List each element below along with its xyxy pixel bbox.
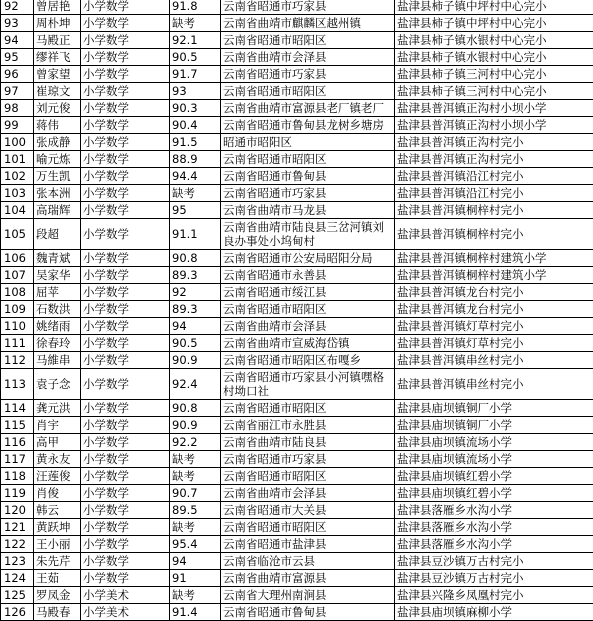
cell-assigned-school: 盐津县豆沙镇万古村完小 <box>395 553 593 570</box>
cell-assigned-school: 盐津县普洱镇桐梓村建筑小学 <box>395 250 593 267</box>
cell-number: 111 <box>1 335 34 352</box>
cell-number: 105 <box>1 219 34 250</box>
cell-score: 91.8 <box>170 0 221 15</box>
cell-assigned-school: 盐津县普洱镇灯草村完小 <box>395 318 593 335</box>
cell-subject: 小学数学 <box>81 451 170 468</box>
cell-score: 94 <box>170 318 221 335</box>
cell-name: 袁子念 <box>34 369 81 400</box>
cell-assigned-school: 盐津县庙坝镇铜厂小学 <box>395 400 593 417</box>
cell-origin: 云南省曲靖市麒麟区越州镇 <box>221 15 395 32</box>
cell-assigned-school: 盐津县柿子镇三河村中心完小 <box>395 66 593 83</box>
cell-subject: 小学数学 <box>81 301 170 318</box>
cell-assigned-school: 盐津县柿子镇中坪村中心完小 <box>395 0 593 15</box>
cell-assigned-school: 盐津县落雁乡水沟小学 <box>395 519 593 536</box>
cell-origin: 云南省曲靖市会泽县 <box>221 49 395 66</box>
cell-subject: 小学数学 <box>81 250 170 267</box>
cell-assigned-school: 盐津县庙坝镇铜厂小学 <box>395 417 593 434</box>
cell-score: 89.5 <box>170 502 221 519</box>
cell-assigned-school: 盐津县兴隆乡凤凰村完小 <box>395 587 593 604</box>
cell-assigned-school: 盐津县豆沙镇万古村完小 <box>395 570 593 587</box>
cell-number: 97 <box>1 83 34 100</box>
cell-score: 90.9 <box>170 417 221 434</box>
cell-number: 121 <box>1 519 34 536</box>
cell-assigned-school: 盐津县普洱镇串丝村完小 <box>395 352 593 369</box>
cell-origin: 云南省昭通市巧家县 <box>221 451 395 468</box>
table-row <box>1 335 593 352</box>
table-body <box>1 0 593 621</box>
cell-origin: 昭通市昭阳区 <box>221 134 395 151</box>
cell-assigned-school: 盐津县普洱镇沿江村完小 <box>395 185 593 202</box>
cell-score: 88.9 <box>170 151 221 168</box>
table-row <box>1 15 593 32</box>
cell-name: 曾家望 <box>34 66 81 83</box>
table-row <box>1 284 593 301</box>
cell-origin: 云南省昭通市巧家县 <box>221 185 395 202</box>
cell-subject: 小学数学 <box>81 318 170 335</box>
cell-name: 马殿正 <box>34 32 81 49</box>
cell-origin: 云南省曲靖市富源县 <box>221 570 395 587</box>
cell-name: 张本洲 <box>34 185 81 202</box>
cell-assigned-school: 盐津县普洱镇串丝村完小 <box>395 369 593 400</box>
cell-score: 89.3 <box>170 301 221 318</box>
table-row <box>1 587 593 604</box>
cell-subject: 小学美术 <box>81 604 170 621</box>
cell-score: 90.4 <box>170 117 221 134</box>
cell-origin: 云南省曲靖市陆良县 <box>221 434 395 451</box>
cell-origin: 云南省昭通市大关县 <box>221 502 395 519</box>
cell-assigned-school: 盐津县落雁乡水沟小学 <box>395 502 593 519</box>
cell-origin: 云南省昭通市鲁甸县 <box>221 168 395 185</box>
cell-number: 123 <box>1 553 34 570</box>
cell-score: 95.4 <box>170 536 221 553</box>
cell-subject: 小学数学 <box>81 519 170 536</box>
cell-number: 113 <box>1 369 34 400</box>
cell-name: 缪祥飞 <box>34 49 81 66</box>
cell-name: 黄跃坤 <box>34 519 81 536</box>
table-row <box>1 100 593 117</box>
cell-assigned-school: 盐津县落雁乡水沟小学 <box>395 536 593 553</box>
cell-origin: 云南省昭通市巧家县 <box>221 66 395 83</box>
cell-origin: 云南省昭通市绥江县 <box>221 284 395 301</box>
cell-assigned-school: 盐津县庙坝镇红碧小学 <box>395 485 593 502</box>
cell-subject: 小学数学 <box>81 468 170 485</box>
cell-subject: 小学数学 <box>81 100 170 117</box>
cell-number: 100 <box>1 134 34 151</box>
table-row <box>1 267 593 284</box>
cell-assigned-school: 盐津县庙坝镇麻柳小学 <box>395 604 593 621</box>
cell-number: 114 <box>1 400 34 417</box>
cell-name: 肖宇 <box>34 417 81 434</box>
cell-name: 徐春玲 <box>34 335 81 352</box>
cell-score: 91.7 <box>170 66 221 83</box>
cell-score: 90.3 <box>170 100 221 117</box>
cell-name: 汪莲俊 <box>34 468 81 485</box>
table-row <box>1 49 593 66</box>
table-row <box>1 32 593 49</box>
cell-number: 94 <box>1 32 34 49</box>
cell-assigned-school: 盐津县普洱镇龙台村完小 <box>395 284 593 301</box>
table-row <box>1 519 593 536</box>
cell-assigned-school: 盐津县普洱镇正沟村小坝小学 <box>395 100 593 117</box>
cell-assigned-school: 盐津县庙坝镇红碧小学 <box>395 468 593 485</box>
cell-origin: 云南省昭通市盐津县 <box>221 536 395 553</box>
table-row <box>1 219 593 250</box>
cell-subject: 小学数学 <box>81 66 170 83</box>
cell-subject: 小学数学 <box>81 369 170 400</box>
cell-name: 龚元洪 <box>34 400 81 417</box>
cell-number: 106 <box>1 250 34 267</box>
cell-origin: 云南省曲靖市马龙县 <box>221 202 395 219</box>
cell-origin: 云南省昭通市鲁甸县 <box>221 604 395 621</box>
cell-number: 96 <box>1 66 34 83</box>
table-row <box>1 318 593 335</box>
cell-score: 92.1 <box>170 32 221 49</box>
cell-subject: 小学美术 <box>81 587 170 604</box>
table-row <box>1 417 593 434</box>
cell-score: 缺考 <box>170 15 221 32</box>
table-row <box>1 553 593 570</box>
table-row <box>1 117 593 134</box>
table-row <box>1 434 593 451</box>
cell-number: 116 <box>1 434 34 451</box>
cell-name: 周朴坤 <box>34 15 81 32</box>
cell-name: 高甲 <box>34 434 81 451</box>
cell-origin: 云南省昭通市昭阳区 <box>221 32 395 49</box>
cell-subject: 小学数学 <box>81 553 170 570</box>
cell-score: 缺考 <box>170 451 221 468</box>
cell-subject: 小学数学 <box>81 117 170 134</box>
cell-score: 91.4 <box>170 604 221 621</box>
cell-subject: 小学数学 <box>81 352 170 369</box>
cell-subject: 小学数学 <box>81 134 170 151</box>
cell-assigned-school: 盐津县柿子镇中坪村中心完小 <box>395 15 593 32</box>
cell-subject: 小学数学 <box>81 434 170 451</box>
cell-score: 92 <box>170 284 221 301</box>
cell-number: 104 <box>1 202 34 219</box>
table-row <box>1 400 593 417</box>
cell-assigned-school: 盐津县柿子镇三河村中心完小 <box>395 83 593 100</box>
cell-score: 91.1 <box>170 219 221 250</box>
cell-assigned-school: 盐津县普洱镇桐梓村建筑小学 <box>395 267 593 284</box>
cell-subject: 小学数学 <box>81 168 170 185</box>
table-row <box>1 83 593 100</box>
cell-number: 108 <box>1 284 34 301</box>
cell-score: 95 <box>170 202 221 219</box>
cell-subject: 小学数学 <box>81 417 170 434</box>
cell-score: 91.5 <box>170 134 221 151</box>
cell-assigned-school: 盐津县柿子镇水银村中心完小 <box>395 49 593 66</box>
cell-assigned-school: 盐津县普洱镇沿江村完小 <box>395 168 593 185</box>
cell-origin: 云南省曲靖市宣威海岱镇 <box>221 335 395 352</box>
cell-number: 110 <box>1 318 34 335</box>
cell-name: 吴家华 <box>34 267 81 284</box>
cell-origin: 云南省昭通市昭阳区 <box>221 468 395 485</box>
cell-number: 126 <box>1 604 34 621</box>
cell-origin: 云南省曲靖市富源县老厂镇老厂 <box>221 100 395 117</box>
cell-subject: 小学数学 <box>81 536 170 553</box>
cell-name: 万生凯 <box>34 168 81 185</box>
table-row <box>1 168 593 185</box>
cell-assigned-school: 盐津县普洱镇正沟村完小 <box>395 151 593 168</box>
cell-origin: 云南省昭通市昭阳区 <box>221 301 395 318</box>
cell-origin: 云南省昭通市公安局昭阳分局 <box>221 250 395 267</box>
cell-subject: 小学数学 <box>81 400 170 417</box>
cell-name: 石数洪 <box>34 301 81 318</box>
cell-subject: 小学数学 <box>81 502 170 519</box>
cell-score: 91 <box>170 570 221 587</box>
cell-subject: 小学数学 <box>81 485 170 502</box>
cell-name: 喻元炼 <box>34 151 81 168</box>
cell-name: 王小丽 <box>34 536 81 553</box>
cell-number: 117 <box>1 451 34 468</box>
table-row <box>1 536 593 553</box>
table-row <box>1 485 593 502</box>
table-row <box>1 185 593 202</box>
table-row <box>1 352 593 369</box>
cell-origin: 云南省昭通市昭阳区 <box>221 519 395 536</box>
cell-name: 朱先芹 <box>34 553 81 570</box>
cell-subject: 小学数学 <box>81 335 170 352</box>
cell-number: 101 <box>1 151 34 168</box>
cell-subject: 小学数学 <box>81 0 170 15</box>
cell-assigned-school: 盐津县普洱镇正沟村小坝小学 <box>395 117 593 134</box>
cell-assigned-school: 盐津县普洱镇正沟村完小 <box>395 134 593 151</box>
cell-origin: 云南省昭通市昭阳区 <box>221 400 395 417</box>
cell-number: 120 <box>1 502 34 519</box>
cell-subject: 小学数学 <box>81 219 170 250</box>
cell-name: 张成静 <box>34 134 81 151</box>
cell-score: 缺考 <box>170 519 221 536</box>
cell-name: 肖俊 <box>34 485 81 502</box>
cell-origin: 云南省丽江市永胜县 <box>221 417 395 434</box>
cell-name: 罗凤金 <box>34 587 81 604</box>
table-row <box>1 301 593 318</box>
cell-name: 曾居艳 <box>34 0 81 15</box>
cell-score: 缺考 <box>170 185 221 202</box>
cell-number: 102 <box>1 168 34 185</box>
cell-score: 90.7 <box>170 485 221 502</box>
cell-number: 119 <box>1 485 34 502</box>
cell-name: 韩云 <box>34 502 81 519</box>
cell-name: 姚绪雨 <box>34 318 81 335</box>
cell-score: 90.9 <box>170 352 221 369</box>
cell-subject: 小学数学 <box>81 202 170 219</box>
cell-score: 89.3 <box>170 267 221 284</box>
table-row <box>1 369 593 400</box>
cell-number: 95 <box>1 49 34 66</box>
cell-assigned-school: 盐津县庙坝镇流场小学 <box>395 434 593 451</box>
cell-origin: 云南省临沧市云县 <box>221 553 395 570</box>
cell-name: 马維串 <box>34 352 81 369</box>
cell-origin: 云南省昭通市巧家县小河镇嘿格村坳口社 <box>221 369 395 400</box>
cell-number: 93 <box>1 15 34 32</box>
cell-number: 115 <box>1 417 34 434</box>
cell-name: 段超 <box>34 219 81 250</box>
cell-number: 112 <box>1 352 34 369</box>
table-row <box>1 250 593 267</box>
table-row <box>1 570 593 587</box>
table-row <box>1 0 593 15</box>
table-row <box>1 502 593 519</box>
cell-number: 107 <box>1 267 34 284</box>
cell-number: 122 <box>1 536 34 553</box>
cell-assigned-school: 盐津县柿子镇水银村中心完小 <box>395 32 593 49</box>
cell-score: 90.5 <box>170 335 221 352</box>
cell-score: 92.4 <box>170 369 221 400</box>
cell-name: 黄永友 <box>34 451 81 468</box>
cell-score: 92.2 <box>170 434 221 451</box>
cell-name: 刘元俊 <box>34 100 81 117</box>
cell-origin: 云南省昭通市昭阳区 <box>221 151 395 168</box>
cell-number: 92 <box>1 0 34 15</box>
cell-number: 125 <box>1 587 34 604</box>
cell-origin: 云南省昭通市永善县 <box>221 267 395 284</box>
cell-number: 124 <box>1 570 34 587</box>
cell-name: 高瑞辉 <box>34 202 81 219</box>
cell-score: 90.5 <box>170 49 221 66</box>
cell-assigned-school: 盐津县普洱镇灯草村完小 <box>395 335 593 352</box>
cell-assigned-school: 盐津县普洱镇桐梓村完小 <box>395 219 593 250</box>
cell-subject: 小学数学 <box>81 570 170 587</box>
cell-subject: 小学数学 <box>81 83 170 100</box>
cell-origin: 云南省大理州南涧县 <box>221 587 395 604</box>
cell-subject: 小学数学 <box>81 15 170 32</box>
cell-subject: 小学数学 <box>81 185 170 202</box>
cell-assigned-school: 盐津县普洱镇龙台村完小 <box>395 301 593 318</box>
cell-subject: 小学数学 <box>81 32 170 49</box>
cell-number: 103 <box>1 185 34 202</box>
cell-score: 90.8 <box>170 400 221 417</box>
table-row <box>1 202 593 219</box>
table-row <box>1 604 593 621</box>
cell-number: 99 <box>1 117 34 134</box>
cell-name: 蒋伟 <box>34 117 81 134</box>
cell-number: 98 <box>1 100 34 117</box>
cell-subject: 小学数学 <box>81 284 170 301</box>
cell-origin: 云南省曲靖市会泽县 <box>221 318 395 335</box>
cell-score: 缺考 <box>170 587 221 604</box>
table-row <box>1 134 593 151</box>
cell-name: 马殿春 <box>34 604 81 621</box>
cell-subject: 小学数学 <box>81 267 170 284</box>
cell-number: 118 <box>1 468 34 485</box>
cell-name: 魏青斌 <box>34 250 81 267</box>
table-row <box>1 451 593 468</box>
cell-number: 109 <box>1 301 34 318</box>
cell-score: 93 <box>170 83 221 100</box>
cell-subject: 小学数学 <box>81 49 170 66</box>
cell-score: 94.4 <box>170 168 221 185</box>
cell-score: 90.8 <box>170 250 221 267</box>
cell-name: 王茹 <box>34 570 81 587</box>
table-row <box>1 66 593 83</box>
table-row <box>1 151 593 168</box>
cell-origin: 云南省曲靖市会泽县 <box>221 485 395 502</box>
cell-name: 屈苹 <box>34 284 81 301</box>
cell-assigned-school: 盐津县庙坝镇流场小学 <box>395 451 593 468</box>
cell-origin: 云南省曲靖市陆良县三岔河镇刘良办事处小坞甸村 <box>221 219 395 250</box>
cell-score: 94 <box>170 553 221 570</box>
cell-origin: 云南省昭通市昭阳区 <box>221 83 395 100</box>
cell-subject: 小学数学 <box>81 151 170 168</box>
cell-origin: 云南省昭通市巧家县 <box>221 0 395 15</box>
cell-assigned-school: 盐津县普洱镇桐梓村完小 <box>395 202 593 219</box>
cell-origin: 云南省昭通市鲁甸县龙树乡塘房 <box>221 117 395 134</box>
cell-score: 缺考 <box>170 468 221 485</box>
cell-name: 崔琼文 <box>34 83 81 100</box>
cell-origin: 云南省昭通市昭阳区布嘎乡 <box>221 352 395 369</box>
table-row <box>1 468 593 485</box>
